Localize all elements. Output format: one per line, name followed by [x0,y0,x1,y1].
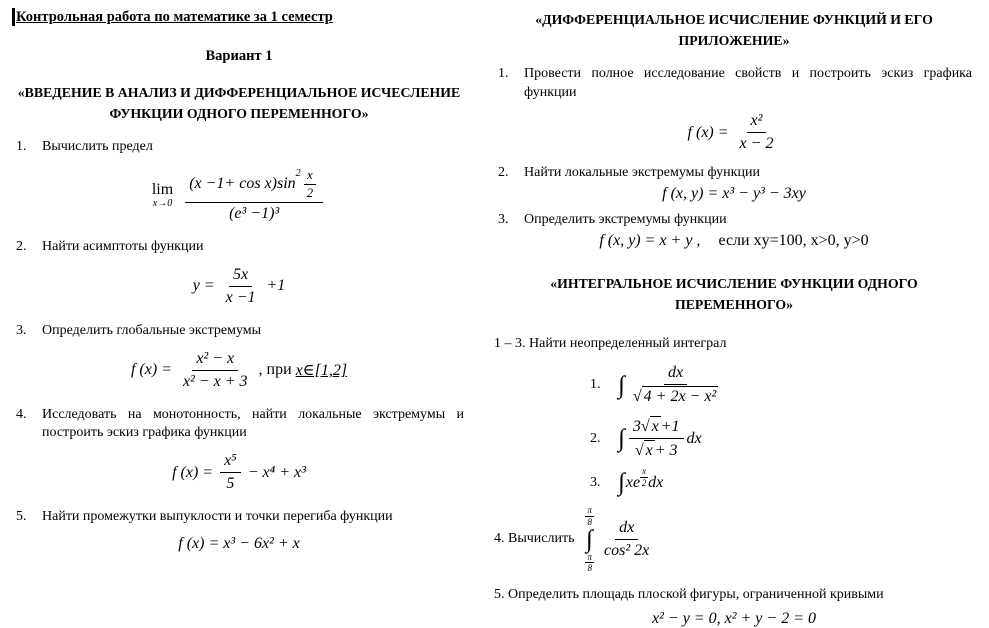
definite-integral-formula [582,505,656,573]
upper-limit: π 8 [587,505,592,527]
text-cursor [12,8,15,26]
item-number: 4. [16,406,27,422]
task-item-1 [12,138,466,157]
lhs: y = [192,277,215,295]
sin-argument-fraction: $\frac{x}{2}$ [304,167,317,201]
task-item-d3 [494,211,974,230]
item-number: 1. [590,377,601,393]
sqrt-sign: √ [640,417,650,435]
section-header-differential: «ДИФФЕРЕНЦИАЛЬНОЕ ИСЧИСЛЕНИЕ ФУНКЦИЙ И ЕГО ПРИЛОЖЕНИЕ» [535,12,933,48]
item-number: 1. [498,66,509,82]
integral-item-1 [590,363,974,407]
tail: − x⁴ + x³ [247,463,306,481]
task-item-4 [12,406,466,444]
formula-asymptote [12,265,466,308]
lhs: f (x) = [130,361,172,379]
formula-monotonicity [12,451,466,494]
exponent-fraction: x 2 [641,466,647,488]
interval-text: x∈[1,2] [295,362,348,380]
sqrt-sign: √ [632,387,642,405]
fraction: $\frac{\text{x⁵}}{5}$ [220,451,241,494]
item-number: 3. [16,322,27,338]
task-item-i4 [494,505,974,573]
dx-text: dx [686,429,702,447]
fraction: dx √ 4 + 2x − x² [632,364,717,406]
fraction: $\frac{dx}{\text{cos² 2x}}$ [604,518,650,559]
limit-fraction [185,167,323,224]
item-text: Вычислить предел [42,139,153,155]
fraction: $\frac{\text{x²}}{x - 2}$ [739,112,774,153]
lower-limit: π 8 [587,551,592,574]
integral-sign: ∫ [618,371,625,399]
sqrt-sign: √ [634,441,644,459]
left-column [12,8,480,628]
integral-sign: ∫ [585,525,593,553]
dx-text: dx [648,473,664,491]
item-label: 4. Вычислить [494,531,575,547]
item-number: 2. [590,430,601,446]
doc-title [12,8,466,26]
item-text: Найти асимптоты функции [42,238,204,254]
formula-main: f (x, y) = x + y , [599,231,701,249]
integrand-text: xe [625,473,641,491]
item-number: 3. [590,474,601,490]
item-number: 2. [498,165,509,181]
integral-formula-2 [618,416,702,461]
lim-subscript: x→0 [152,198,173,210]
variant-heading: Вариант 1 [205,48,273,64]
radicand: 4 + 2x − x² [643,388,717,406]
radicand: x [651,418,659,436]
doc-title-text: Контрольная работа по математике за 1 семестр [16,8,333,25]
item-number: 2. [16,238,27,254]
radicand: x [645,442,653,460]
item-text: Определить экстремумы функции [524,212,727,228]
integral-formula-3 [618,466,664,497]
right-column [494,8,974,628]
lhs: f (x) = [172,463,214,481]
task-item-5 [12,508,466,527]
formula-global-extrema [12,349,466,392]
item-number: 5. [16,509,27,525]
task-item-i5: 5. Определить площадь плоской фигуры, ограниченной кривыми [494,586,884,602]
item-text: Найти промежутки выпуклости и точки перегиба функции [42,509,393,525]
constraint-text: если xy=100, x>0, y>0 [718,231,869,249]
sin-exponent: 2 [295,168,301,180]
item-text: Найти локальные экстремумы функции [524,165,760,181]
fraction: $\frac{5x}{x -1}$ [225,265,256,306]
lhs: f (x) = [687,123,729,141]
limit-denominator-text: (e³ −1)³ [229,204,280,222]
formula-convexity: f (x) = x³ − 6x² + x [178,535,300,553]
formula-local-extrema: f (x, y) = x³ − y³ − 3xy [662,185,806,203]
tail: +1 [266,277,286,295]
fraction: 3 √ x +1 √ x + 3 [629,416,684,461]
formula-limit [12,167,466,224]
integral-item-3 [590,466,974,497]
formula-full-study [494,111,974,154]
section-header-integral: «ИНТЕГРАЛЬНОЕ ИСЧИСЛЕНИЕ ФУНКЦИИ ОДНОГО ПЕРЕМЕННОГО» [550,275,918,312]
task-item-d2 [494,164,974,183]
integral-with-limits [585,505,594,573]
integral-sign: ∫ [618,425,625,453]
task-item-3 [12,322,466,341]
condition-text: , при [258,361,292,379]
item-text: Определить глобальные экстремумы [42,322,262,338]
task-item-2 [12,238,466,257]
task-item-d1 [494,65,974,103]
lim-word: lim [151,181,174,199]
item-number: 3. [498,212,509,228]
integral-formula-1 [618,363,725,407]
lim-operator [152,182,173,209]
integral-item-2 [590,416,974,461]
integral-sign: ∫ [618,469,625,497]
item-text: Исследовать на монотонность, найти локальные экстремумы и построить эскиз графика функции [42,406,464,441]
formula-curves: x² − y = 0, x² + y − 2 = 0 [652,610,816,628]
limit-numerator-text: (x −1+ cos x)sin [189,175,296,193]
section-header-intro-analysis: «ВВЕДЕНИЕ В АНАЛИЗ И ДИФФЕРЕНЦИАЛЬНОЕ ИСЧЕСЛЕНИЕ ФУНКЦИИ ОДНОГО ПЕРЕМЕННОГО» [17,85,461,121]
item-number: 1. [16,139,27,155]
fraction: $\frac{\text{x² − x}}{\text{x² − x + 3}}$ [182,349,248,390]
formula-conditional-extrema [494,232,974,250]
integral-intro: 1 – 3. Найти неопределенный интеграл [494,336,727,352]
item-text: Провести полное исследование свойств и построить эскиз графика функции [524,66,972,101]
